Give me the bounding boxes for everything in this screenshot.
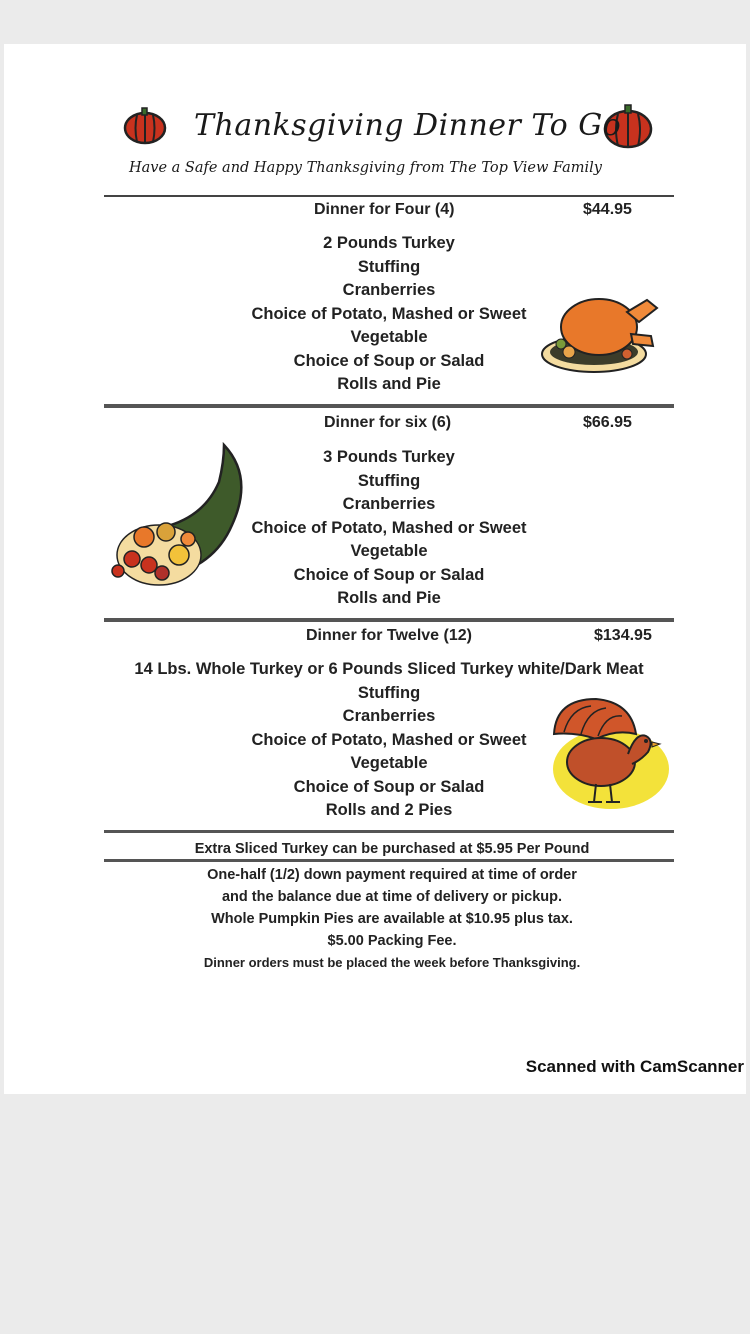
list-item: 2 Pounds Turkey (323, 234, 455, 252)
list-item: Vegetable (350, 328, 428, 346)
list-item: Choice of Soup or Salad (293, 565, 485, 584)
section-price: $134.95 (594, 627, 652, 644)
list-item: Stuffing (357, 683, 421, 702)
scanner-watermark: Scanned with CamScanner (525, 1057, 744, 1076)
list-item: Vegetable (350, 754, 428, 772)
list-item: Choice of Potato, Mashed or Sweet (251, 518, 527, 537)
roast-turkey-icon (539, 282, 669, 382)
list-item: Stuffing (357, 471, 421, 490)
section-price: $66.95 (583, 414, 632, 431)
list-item: Cranberries (342, 495, 436, 513)
menu-items-list (224, 232, 554, 397)
section-heading: Dinner for Four (4) (314, 201, 455, 218)
list-item: Vegetable (350, 542, 428, 560)
list-item: Choice of Soup or Salad (293, 351, 485, 370)
list-item: $5.00 Packing Fee. (327, 933, 457, 949)
list-item: Rolls and Pie (337, 589, 441, 607)
divider (104, 618, 674, 622)
divider (104, 195, 674, 197)
section-heading: Dinner for Twelve (12) (306, 627, 472, 644)
list-item: Cranberries (342, 281, 436, 299)
list-item: Cranberries (342, 707, 436, 725)
list-item: Stuffing (357, 257, 421, 276)
extra-note: Extra Sliced Turkey can be purchased at $5.95 Per Pound (194, 841, 590, 857)
menu-items-list (224, 446, 554, 611)
divider (104, 859, 674, 862)
list-item: Rolls and Pie (337, 375, 441, 393)
page-subtitle: Have a Safe and Happy Thanksgiving from The Top View Family (129, 160, 602, 176)
list-item: One-half (1/2) down payment required at time of order (207, 867, 577, 883)
list-item: and the balance due at time of delivery or pickup. (221, 889, 563, 905)
list-item: Choice of Soup or Salad (293, 777, 485, 796)
list-item: Choice of Potato, Mashed or Sweet (251, 304, 527, 323)
divider (104, 830, 674, 833)
cornucopia-icon (104, 437, 254, 592)
page-title: Thanksgiving Dinner To Go (194, 108, 622, 143)
order-notes (104, 864, 680, 974)
section-price: $44.95 (583, 201, 632, 218)
section-heading: Dinner for six (6) (324, 414, 452, 431)
list-item: Whole Pumpkin Pies are available at $10.95 plus tax. (211, 911, 573, 927)
list-item: Rolls and 2 Pies (325, 801, 453, 819)
pumpkin-left-icon (122, 106, 168, 146)
list-item: Choice of Potato, Mashed or Sweet (251, 730, 527, 749)
menu-page (4, 44, 746, 1094)
list-item: 14 Lbs. Whole Turkey or 6 Pounds Sliced Turkey white/Dark Meat (134, 660, 644, 678)
divider (104, 404, 674, 408)
list-item: Dinner orders must be placed the week before Thanksgiving. (203, 955, 581, 970)
list-item: 3 Pounds Turkey (323, 448, 455, 466)
turkey-icon (536, 694, 671, 814)
